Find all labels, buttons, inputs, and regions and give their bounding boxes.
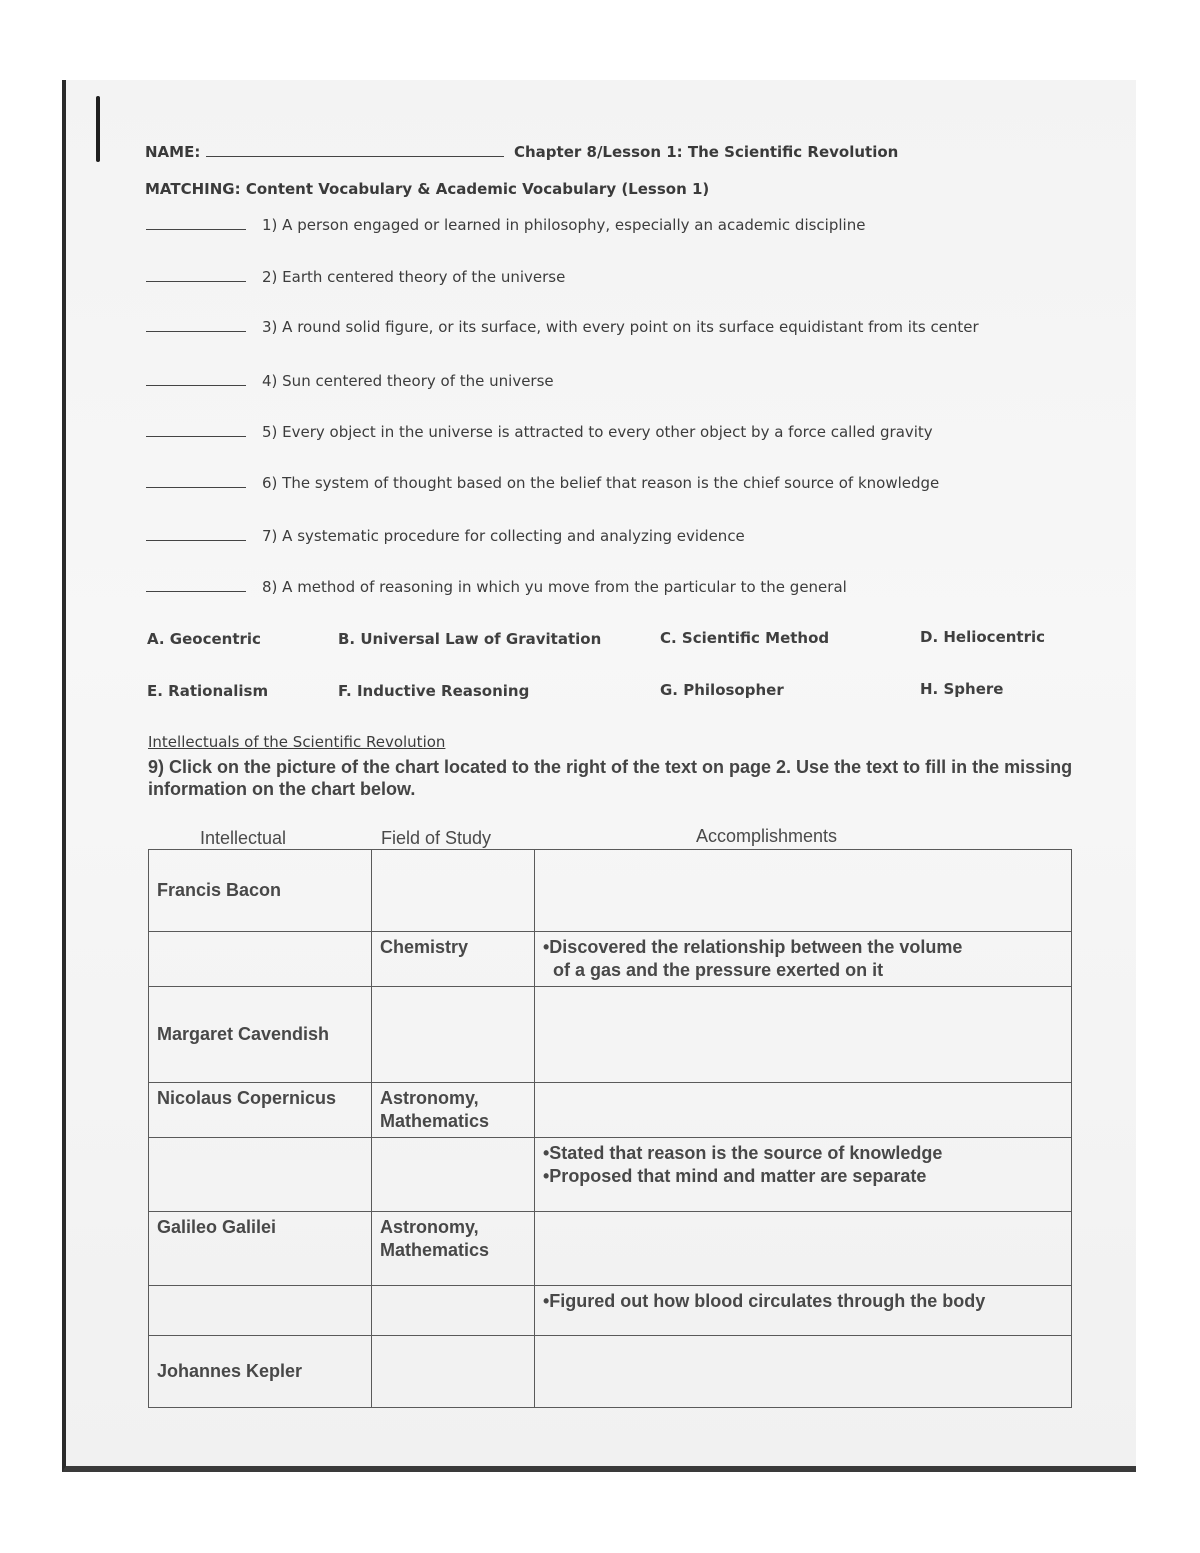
table-row	[149, 1286, 1072, 1336]
choice-c: C. Scientific Method	[660, 629, 830, 647]
table-row	[149, 987, 1072, 1083]
answer-blank[interactable]	[146, 319, 246, 332]
answer-blank[interactable]	[146, 579, 246, 592]
question-row	[146, 268, 565, 286]
choice-h: H. Sphere	[920, 680, 1004, 698]
question-row	[146, 578, 847, 596]
cell-accomplishments[interactable]	[535, 987, 1072, 1083]
cell-accomplishments[interactable]	[535, 1212, 1072, 1286]
cell-accomplishments: •Stated that reason is the source of knowledge •Proposed that mind and matter are separate	[535, 1138, 1072, 1212]
matching-title: MATCHING: Content Vocabulary & Academic Vocabulary (Lesson 1)	[145, 180, 710, 198]
column-header-intellectual: Intellectual	[200, 828, 287, 848]
cell-intellectual: Galileo Galilei	[149, 1212, 372, 1286]
cell-field: Chemistry	[372, 932, 535, 987]
chapter-title: Chapter 8/Lesson 1: The Scientific Revolution	[514, 143, 899, 161]
question-row	[146, 216, 865, 234]
column-header-field: Field of Study	[381, 828, 492, 848]
name-field[interactable]	[206, 142, 504, 157]
margin-mark	[96, 96, 100, 162]
choice-g: G. Philosopher	[660, 681, 784, 699]
question-row	[146, 318, 979, 336]
question-text: 8) A method of reasoning in which yu move from the particular to the general	[262, 578, 847, 596]
section-title: Intellectuals of the Scientific Revolution	[148, 733, 446, 751]
question-text: 3) A round solid figure, or its surface, with every point on its surface equidistant from its center	[262, 318, 979, 336]
cell-field: Astronomy, Mathematics	[372, 1083, 535, 1138]
cell-intellectual[interactable]	[149, 932, 372, 987]
question-row	[146, 474, 939, 492]
table-row	[149, 1083, 1072, 1138]
answer-blank[interactable]	[146, 217, 246, 230]
cell-field[interactable]	[372, 1286, 535, 1336]
choice-f: F. Inductive Reasoning	[338, 682, 530, 700]
cell-intellectual: Francis Bacon	[149, 850, 372, 932]
table-row	[149, 1212, 1072, 1286]
question-text: 2) Earth centered theory of the universe	[262, 268, 566, 286]
question-row	[146, 527, 745, 545]
cell-field[interactable]	[372, 1138, 535, 1212]
cell-accomplishments[interactable]	[535, 1083, 1072, 1138]
cell-field[interactable]	[372, 1336, 535, 1408]
cell-intellectual: Margaret Cavendish	[149, 987, 372, 1083]
question-text: 1) A person engaged or learned in philosophy, especially an academic discipline	[262, 216, 866, 234]
cell-field: Astronomy, Mathematics	[372, 1212, 535, 1286]
table-row	[149, 850, 1072, 932]
cell-intellectual: Nicolaus Copernicus	[149, 1083, 372, 1138]
question-row	[146, 423, 933, 441]
table-row	[149, 932, 1072, 987]
table-row	[149, 1336, 1072, 1408]
question-text: 6) The system of thought based on the belief that reason is the chief source of knowledge	[262, 474, 940, 492]
question-row	[146, 372, 554, 390]
question-text: 5) Every object in the universe is attracted to every other object by a force called gravity	[262, 423, 933, 441]
choice-b: B. Universal Law of Gravitation	[338, 630, 602, 648]
answer-blank[interactable]	[146, 475, 246, 488]
question-text: 4) Sun centered theory of the universe	[262, 372, 554, 390]
cell-field[interactable]	[372, 850, 535, 932]
answer-blank[interactable]	[146, 269, 246, 282]
cell-accomplishments: •Figured out how blood circulates through the body	[535, 1286, 1072, 1336]
choice-a: A. Geocentric	[147, 630, 261, 648]
section-instructions: 9) Click on the picture of the chart located to the right of the text on page 2. Use the text to fill in the missing information on the chart below.	[148, 757, 1073, 799]
cell-accomplishments: •Discovered the relationship between the volume of a gas and the pressure exerted on it	[535, 932, 1072, 987]
cell-accomplishments[interactable]	[535, 1336, 1072, 1408]
cell-intellectual[interactable]	[149, 1286, 372, 1336]
column-header-accomplishments: Accomplishments	[696, 826, 838, 846]
cell-intellectual[interactable]	[149, 1138, 372, 1212]
cell-field[interactable]	[372, 987, 535, 1083]
cell-accomplishments[interactable]	[535, 850, 1072, 932]
name-label: NAME:	[145, 143, 201, 161]
intellectuals-table	[148, 849, 1072, 1408]
answer-blank[interactable]	[146, 528, 246, 541]
name-label-row	[145, 142, 504, 161]
choice-d: D. Heliocentric	[920, 628, 1046, 646]
answer-blank[interactable]	[146, 424, 246, 437]
answer-blank[interactable]	[146, 373, 246, 386]
cell-intellectual: Johannes Kepler	[149, 1336, 372, 1408]
choice-e: E. Rationalism	[147, 682, 269, 700]
question-text: 7) A systematic procedure for collecting and analyzing evidence	[262, 527, 745, 545]
table-row	[149, 1138, 1072, 1212]
